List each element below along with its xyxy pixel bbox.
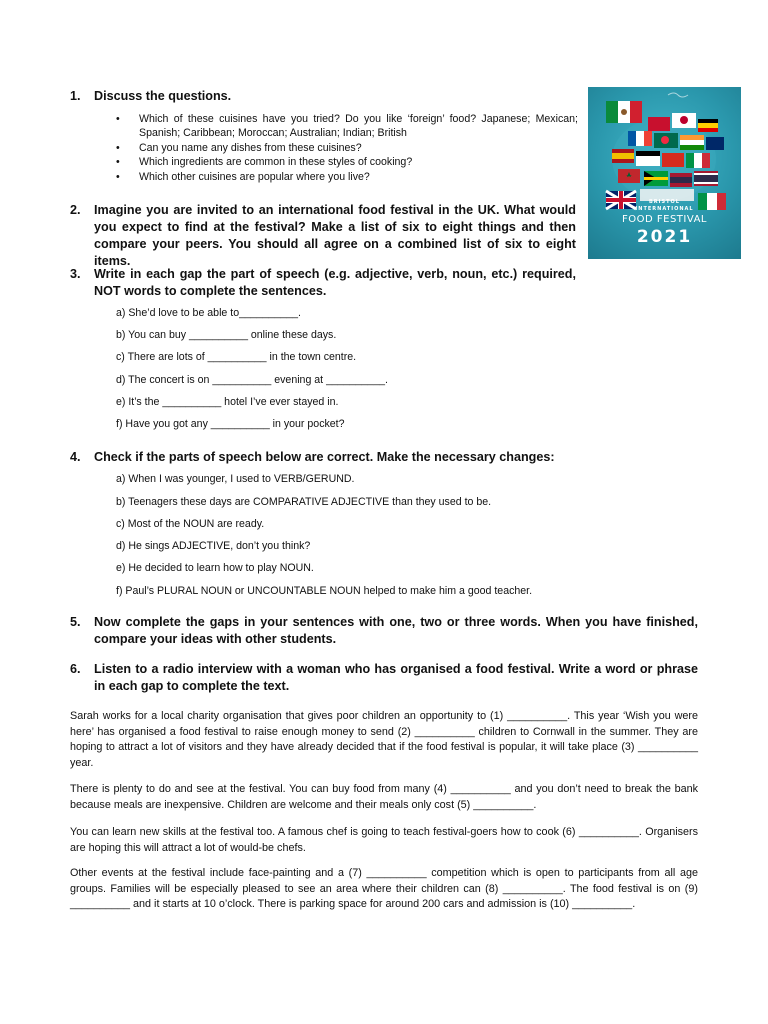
question-3 (70, 266, 576, 300)
question-number: 5. (70, 615, 81, 629)
question-number: 6. (70, 662, 81, 676)
poster-line-1: BRISTOL (649, 199, 680, 205)
question-5 (70, 614, 698, 648)
question-title: Check if the parts of speech below are correct. Make the necessary changes: (94, 450, 555, 464)
question-title: Discuss the questions. (94, 89, 232, 103)
passage-paragraph-2: There is plenty to do and see at the festival. You can buy food from many (4) __________ and you don’t need to break the bank because meals are inexpensive. Children are welcome and their meals only cost (5) __________. (70, 783, 698, 811)
sentence-a: a) She’d love to be able to__________. (116, 307, 301, 319)
question-number: 1. (70, 89, 81, 103)
passage-paragraph-1: Sarah works for a local charity organisation that gives poor children an opportunity to (1) __________. This year ‘Wish you were here’ has organised a food festival to raise enough money to send (2) __________ children to Cornwall in the summer. They are hoping to attract a lot of visitors and they have already decided that if the food festival is popular, it will take place (3) __________ year. (70, 710, 698, 769)
change-d: d) He sings ADJECTIVE, don’t you think? (116, 540, 311, 552)
question-title: Now complete the gaps in your sentences with one, two or three words. When you have finished, compare your ideas with other students. (94, 615, 698, 646)
question-number: 2. (70, 203, 81, 217)
change-f: f) Paul’s PLURAL NOUN or UNCOUNTABLE NOUN helped to make him a good teacher. (116, 585, 533, 597)
change-e: e) He decided to learn how to play NOUN. (116, 562, 314, 574)
question-title: Imagine you are invited to an international food festival in the UK. What would you expect to find at the festival? Make a list of six to eight things and then compare your peers. You should all agree on a combined list of six to eight items. (94, 203, 576, 268)
sentence-b: b) You can buy __________ online these days. (116, 329, 337, 341)
question-title: Listen to a radio interview with a woman who has organised a food festival. Write a word or phrase in each gap to complete the text. (94, 662, 698, 693)
sentence-e: e) It’s the __________ hotel I’ve ever stayed in. (116, 396, 339, 408)
sentence-d: d) The concert is on __________ evening at __________. (116, 374, 388, 386)
sentence-f: f) Have you got any __________ in your pocket? (116, 418, 345, 430)
sentence-c: c) There are lots of __________ in the town centre. (116, 351, 357, 363)
poster-line-2: INTERNATIONAL (635, 206, 694, 212)
question-number: 4. (70, 450, 81, 464)
passage-paragraph-4: Other events at the festival include face-painting and a (7) __________ competition which is open to participants from all age groups. Families will be especially pleased to see an area where their children can (8) __________. The food festival is on (9) __________ and it starts at 10 o’clock. There is parking space for around 200 cars and admission is (10) __________. (70, 867, 698, 911)
change-a: a) When I was younger, I used to VERB/GERUND. (116, 473, 355, 485)
discussion-bullets (116, 112, 578, 184)
bullet-item: • Which other cuisines are popular where you live? (116, 170, 578, 184)
question-number: 3. (70, 267, 81, 281)
bullet-item: • Which of these cuisines have you tried? Do you like ‘foreign’ food? Japanese; Mexican; Spanish; Caribbean; Moroccan; Australian; Indian; British (116, 112, 578, 141)
bullet-item: • Which ingredients are common in these styles of cooking? (116, 155, 578, 169)
change-c: c) Most of the NOUN are ready. (116, 518, 265, 530)
question-title: Write in each gap the part of speech (e.g. adjective, verb, noun, etc.) required, NOT words to complete the sentences. (94, 267, 576, 298)
question-2 (70, 202, 576, 270)
question-6 (70, 661, 698, 695)
food-festival-poster (588, 87, 741, 259)
passage-paragraph-3: You can learn new skills at the festival too. A famous chef is going to teach festival-goers how to cook (6) __________. Organisers are hoping this will attract a lot of would-be chefs. (70, 826, 698, 854)
question-4 (70, 449, 698, 466)
poster-line-3: FOOD FESTIVAL (622, 214, 707, 225)
poster-year: 2021 (636, 227, 693, 247)
change-b: b) Teenagers these days are COMPARATIVE ADJECTIVE than they used to be. (116, 496, 492, 508)
bullet-item: • Can you name any dishes from these cuisines? (116, 141, 578, 155)
